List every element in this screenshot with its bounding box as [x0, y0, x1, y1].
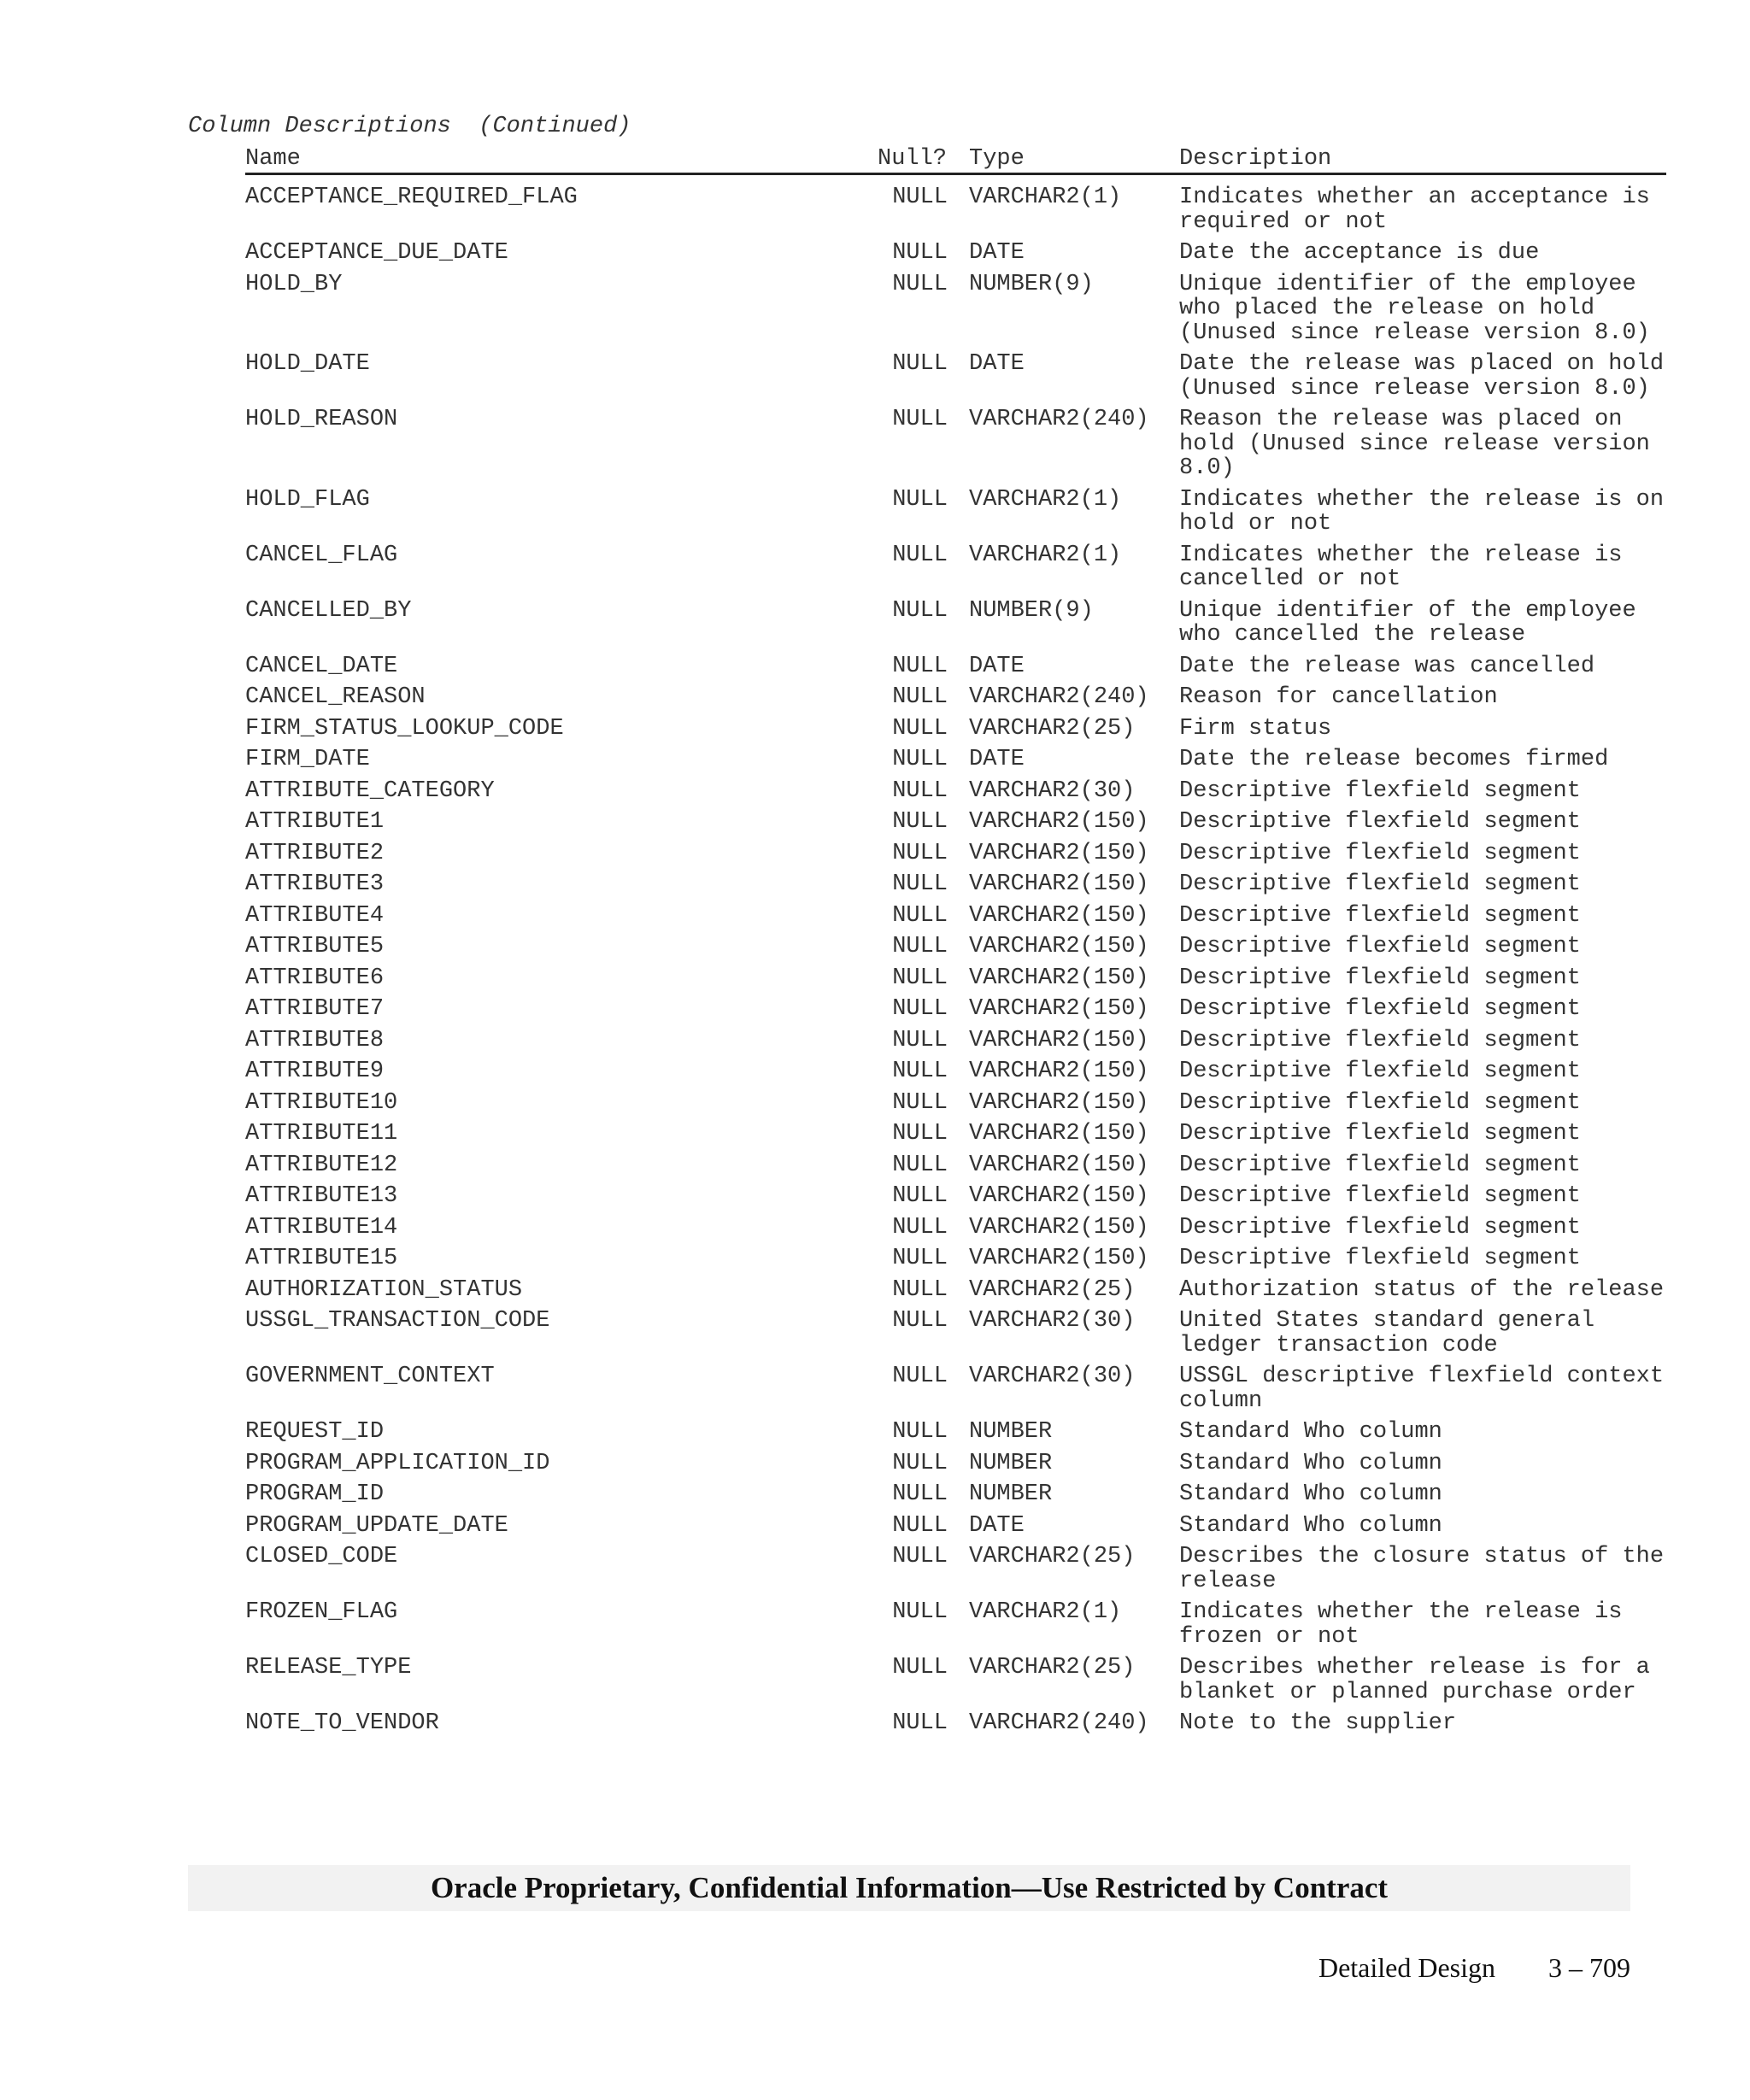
- cell-type: VARCHAR2(150): [969, 871, 1149, 897]
- cell-type: VARCHAR2(240): [969, 1710, 1149, 1736]
- table-row: [245, 935, 1666, 959]
- cell-type: NUMBER(9): [969, 597, 1094, 624]
- table-row: [245, 1514, 1666, 1539]
- cell-null: NULL: [892, 653, 948, 679]
- cell-type: VARCHAR2(150): [969, 1027, 1149, 1053]
- cell-name: ATTRIBUTE9: [245, 1059, 385, 1084]
- table-row: [245, 185, 1666, 234]
- cell-description: Descriptive flexfield segment: [1179, 996, 1581, 1022]
- cell-null: NULL: [892, 965, 948, 991]
- cell-description: Date the release was placed on hold (Unused since release version 8.0): [1179, 351, 1665, 402]
- table-row: [245, 966, 1666, 991]
- cell-null: NULL: [892, 902, 948, 929]
- cell-name: FIRM_STATUS_LOOKUP_CODE: [245, 715, 564, 742]
- cell-type: VARCHAR2(240): [969, 684, 1149, 710]
- table-row: [245, 273, 1666, 346]
- cell-type: VARCHAR2(25): [969, 715, 1136, 742]
- cell-description: Date the acceptance is due: [1179, 240, 1540, 266]
- cell-type: VARCHAR2(25): [969, 1276, 1136, 1303]
- cell-type: VARCHAR2(150): [969, 996, 1149, 1022]
- table-caption: [188, 111, 631, 142]
- cell-description: Descriptive flexfield segment: [1179, 840, 1581, 866]
- cell-type: VARCHAR2(150): [969, 1152, 1149, 1178]
- cell-null: NULL: [892, 777, 948, 804]
- cell-name: CLOSED_CODE: [245, 1544, 398, 1569]
- cell-null: NULL: [892, 1364, 948, 1389]
- cell-null: NULL: [892, 1481, 948, 1507]
- cell-type: NUMBER: [969, 1481, 1053, 1507]
- cell-null: NULL: [892, 185, 948, 210]
- table-row: [245, 352, 1666, 401]
- cell-name: ATTRIBUTE14: [245, 1214, 398, 1241]
- table-row: [245, 1482, 1666, 1507]
- cell-name: ACCEPTANCE_REQUIRED_FLAG: [245, 185, 578, 210]
- cell-description: Indicates whether an acceptance is required or not: [1179, 185, 1650, 235]
- header-null: Null?: [878, 146, 948, 172]
- cell-description: Describes whether release is for a blanket or planned purchase order: [1179, 1655, 1650, 1705]
- cell-name: CANCEL_REASON: [245, 684, 426, 710]
- cell-type: VARCHAR2(30): [969, 1308, 1136, 1334]
- table-row: [245, 842, 1666, 866]
- cell-name: PROGRAM_ID: [245, 1481, 385, 1507]
- cell-description: Standard Who column: [1179, 1481, 1442, 1507]
- cell-name: HOLD_FLAG: [245, 486, 370, 513]
- table-row: [245, 1059, 1666, 1084]
- cell-type: VARCHAR2(30): [969, 1364, 1136, 1389]
- table-row: [245, 717, 1666, 742]
- cell-name: PROGRAM_UPDATE_DATE: [245, 1512, 508, 1539]
- cell-description: Descriptive flexfield segment: [1179, 1121, 1581, 1147]
- table-row: [245, 1656, 1666, 1704]
- cell-description: Indicates whether the release is on hold or not: [1179, 486, 1665, 537]
- cell-null: NULL: [892, 542, 948, 568]
- cell-type: VARCHAR2(1): [969, 486, 1122, 513]
- cell-name: AUTHORIZATION_STATUS: [245, 1276, 523, 1303]
- table-row: [245, 408, 1666, 481]
- table-row: [245, 810, 1666, 835]
- table-row: [245, 1711, 1666, 1736]
- cell-description: USSGL descriptive flexfield context column: [1179, 1364, 1665, 1414]
- cell-name: ATTRIBUTE12: [245, 1152, 398, 1178]
- cell-null: NULL: [892, 1308, 948, 1334]
- cell-type: VARCHAR2(25): [969, 1655, 1136, 1681]
- column-descriptions-table: [245, 144, 1666, 1743]
- table-row: [245, 872, 1666, 897]
- cell-null: NULL: [892, 1544, 948, 1569]
- cell-null: NULL: [892, 1027, 948, 1053]
- table-row: [245, 1122, 1666, 1147]
- cell-type: VARCHAR2(1): [969, 185, 1122, 210]
- cell-name: ATTRIBUTE4: [245, 902, 385, 929]
- cell-null: NULL: [892, 715, 948, 742]
- cell-type: VARCHAR2(150): [969, 1246, 1149, 1271]
- cell-description: Date the release was cancelled: [1179, 653, 1595, 679]
- cell-null: NULL: [892, 1246, 948, 1271]
- cell-type: DATE: [969, 351, 1025, 377]
- table-row: [245, 1247, 1666, 1271]
- table-row: [245, 241, 1666, 266]
- table-row: [245, 1364, 1666, 1413]
- cell-description: Standard Who column: [1179, 1419, 1442, 1445]
- cell-null: NULL: [892, 1450, 948, 1476]
- cell-null: NULL: [892, 240, 948, 266]
- cell-name: HOLD_REASON: [245, 407, 398, 432]
- cell-name: ATTRIBUTE1: [245, 809, 385, 835]
- cell-description: United States standard general ledger transaction code: [1179, 1308, 1595, 1358]
- table-header: [245, 144, 1666, 175]
- cell-name: ATTRIBUTE7: [245, 996, 385, 1022]
- cell-type: VARCHAR2(25): [969, 1544, 1136, 1569]
- cell-null: NULL: [892, 1121, 948, 1147]
- cell-description: Descriptive flexfield segment: [1179, 871, 1581, 897]
- cell-description: Descriptive flexfield segment: [1179, 809, 1581, 835]
- cell-null: NULL: [892, 871, 948, 897]
- cell-name: ATTRIBUTE_CATEGORY: [245, 777, 495, 804]
- cell-null: NULL: [892, 1152, 948, 1178]
- cell-name: HOLD_DATE: [245, 351, 370, 377]
- cell-description: Descriptive flexfield segment: [1179, 1059, 1581, 1084]
- table-row: [245, 1091, 1666, 1116]
- cell-name: USSGL_TRANSACTION_CODE: [245, 1308, 550, 1334]
- cell-null: NULL: [892, 1059, 948, 1084]
- cell-description: Describes the closure status of the release: [1179, 1544, 1665, 1594]
- cell-type: VARCHAR2(150): [969, 809, 1149, 835]
- cell-null: NULL: [892, 351, 948, 377]
- cell-null: NULL: [892, 996, 948, 1022]
- table-row: [245, 1184, 1666, 1209]
- cell-description: Unique identifier of the employee who placed the release on hold (Unused since release version 8.0): [1179, 271, 1650, 346]
- cell-name: ATTRIBUTE13: [245, 1183, 398, 1209]
- table-row: [245, 599, 1666, 648]
- cell-type: VARCHAR2(150): [969, 1214, 1149, 1241]
- cell-type: VARCHAR2(30): [969, 777, 1136, 804]
- table-row: [245, 1309, 1666, 1358]
- cell-description: Descriptive flexfield segment: [1179, 1246, 1581, 1271]
- cell-name: FROZEN_FLAG: [245, 1599, 398, 1625]
- header-type: Type: [969, 146, 1025, 172]
- cell-type: VARCHAR2(150): [969, 1183, 1149, 1209]
- cell-description: Firm status: [1179, 715, 1332, 742]
- table-row: [245, 1600, 1666, 1649]
- header-description: Description: [1179, 146, 1332, 172]
- section-title: Detailed Design: [1318, 1952, 1495, 1983]
- table-row: [245, 543, 1666, 592]
- cell-name: ATTRIBUTE8: [245, 1027, 385, 1053]
- cell-null: NULL: [892, 747, 948, 772]
- cell-null: NULL: [892, 1089, 948, 1116]
- cell-null: NULL: [892, 271, 948, 297]
- table-row: [245, 685, 1666, 710]
- cell-name: FIRM_DATE: [245, 747, 370, 772]
- cell-description: Descriptive flexfield segment: [1179, 1152, 1581, 1178]
- table-row: [245, 904, 1666, 929]
- cell-description: Date the release becomes firmed: [1179, 747, 1609, 772]
- cell-name: GOVERNMENT_CONTEXT: [245, 1364, 495, 1389]
- cell-type: NUMBER: [969, 1450, 1053, 1476]
- cell-type: VARCHAR2(150): [969, 840, 1149, 866]
- cell-name: PROGRAM_APPLICATION_ID: [245, 1450, 550, 1476]
- cell-null: NULL: [892, 1655, 948, 1681]
- cell-type: VARCHAR2(150): [969, 934, 1149, 959]
- cell-description: Descriptive flexfield segment: [1179, 1089, 1581, 1116]
- cell-type: NUMBER: [969, 1419, 1053, 1445]
- cell-description: Unique identifier of the employee who cancelled the release: [1179, 597, 1636, 648]
- cell-description: Descriptive flexfield segment: [1179, 1183, 1581, 1209]
- table-row: [245, 997, 1666, 1022]
- cell-description: Reason for cancellation: [1179, 684, 1498, 710]
- table-row: [245, 748, 1666, 772]
- cell-null: NULL: [892, 1183, 948, 1209]
- caption-title: Column Descriptions: [188, 114, 451, 139]
- cell-type: DATE: [969, 747, 1025, 772]
- cell-null: NULL: [892, 809, 948, 835]
- cell-type: VARCHAR2(150): [969, 902, 1149, 929]
- table-row: [245, 1452, 1666, 1476]
- cell-type: DATE: [969, 653, 1025, 679]
- page-number: 3 – 709: [1548, 1952, 1630, 1983]
- cell-name: REQUEST_ID: [245, 1419, 385, 1445]
- confidential-notice: Oracle Proprietary, Confidential Information––Use Restricted by Contract: [430, 1871, 1389, 1904]
- cell-null: NULL: [892, 840, 948, 866]
- cell-description: Standard Who column: [1179, 1512, 1442, 1539]
- cell-name: ATTRIBUTE6: [245, 965, 385, 991]
- table-row: [245, 654, 1666, 679]
- cell-type: DATE: [969, 1512, 1025, 1539]
- cell-type: VARCHAR2(1): [969, 542, 1122, 568]
- cell-null: NULL: [892, 597, 948, 624]
- cell-name: RELEASE_TYPE: [245, 1655, 412, 1681]
- cell-description: Indicates whether the release is frozen or not: [1179, 1599, 1623, 1650]
- cell-type: NUMBER(9): [969, 271, 1094, 297]
- table-row: [245, 1029, 1666, 1053]
- cell-type: VARCHAR2(240): [969, 407, 1149, 432]
- cell-description: Standard Who column: [1179, 1450, 1442, 1476]
- cell-description: Note to the supplier: [1179, 1710, 1457, 1736]
- cell-description: Authorization status of the release: [1179, 1276, 1665, 1303]
- cell-null: NULL: [892, 1276, 948, 1303]
- cell-null: NULL: [892, 1512, 948, 1539]
- cell-name: CANCEL_FLAG: [245, 542, 398, 568]
- cell-name: NOTE_TO_VENDOR: [245, 1710, 439, 1736]
- cell-name: ATTRIBUTE11: [245, 1121, 398, 1147]
- cell-name: ATTRIBUTE2: [245, 840, 385, 866]
- cell-type: DATE: [969, 240, 1025, 266]
- cell-null: NULL: [892, 684, 948, 710]
- cell-null: NULL: [892, 1419, 948, 1445]
- cell-name: ATTRIBUTE5: [245, 934, 385, 959]
- table-row: [245, 488, 1666, 537]
- cell-name: ATTRIBUTE10: [245, 1089, 398, 1116]
- cell-null: NULL: [892, 934, 948, 959]
- header-name: Name: [245, 146, 301, 172]
- confidential-banner: [188, 1865, 1630, 1911]
- table-row: [245, 1420, 1666, 1445]
- table-row: [245, 779, 1666, 804]
- table-row: [245, 1153, 1666, 1178]
- cell-null: NULL: [892, 1214, 948, 1241]
- cell-description: Indicates whether the release is cancelled or not: [1179, 542, 1623, 592]
- cell-name: ATTRIBUTE3: [245, 871, 385, 897]
- table-row: [245, 1216, 1666, 1241]
- cell-description: Descriptive flexfield segment: [1179, 934, 1581, 959]
- cell-type: VARCHAR2(150): [969, 1089, 1149, 1116]
- cell-description: Reason the release was placed on hold (Unused since release version 8.0): [1179, 407, 1650, 481]
- cell-null: NULL: [892, 1599, 948, 1625]
- table-row: [245, 1278, 1666, 1303]
- caption-continued: (Continued): [479, 114, 631, 139]
- cell-name: ATTRIBUTE15: [245, 1246, 398, 1271]
- cell-type: VARCHAR2(150): [969, 1059, 1149, 1084]
- table-body: [245, 185, 1666, 1736]
- cell-type: VARCHAR2(150): [969, 965, 1149, 991]
- cell-name: HOLD_BY: [245, 271, 343, 297]
- table-row: [245, 1545, 1666, 1593]
- cell-null: NULL: [892, 407, 948, 432]
- cell-name: ACCEPTANCE_DUE_DATE: [245, 240, 508, 266]
- cell-description: Descriptive flexfield segment: [1179, 777, 1581, 804]
- cell-type: VARCHAR2(1): [969, 1599, 1122, 1625]
- cell-name: CANCEL_DATE: [245, 653, 398, 679]
- cell-type: VARCHAR2(150): [969, 1121, 1149, 1147]
- cell-null: NULL: [892, 1710, 948, 1736]
- cell-description: Descriptive flexfield segment: [1179, 902, 1581, 929]
- cell-description: Descriptive flexfield segment: [1179, 1214, 1581, 1241]
- cell-description: Descriptive flexfield segment: [1179, 965, 1581, 991]
- cell-name: CANCELLED_BY: [245, 597, 412, 624]
- cell-null: NULL: [892, 486, 948, 513]
- cell-description: Descriptive flexfield segment: [1179, 1027, 1581, 1053]
- page-footer: [1318, 1952, 1630, 1984]
